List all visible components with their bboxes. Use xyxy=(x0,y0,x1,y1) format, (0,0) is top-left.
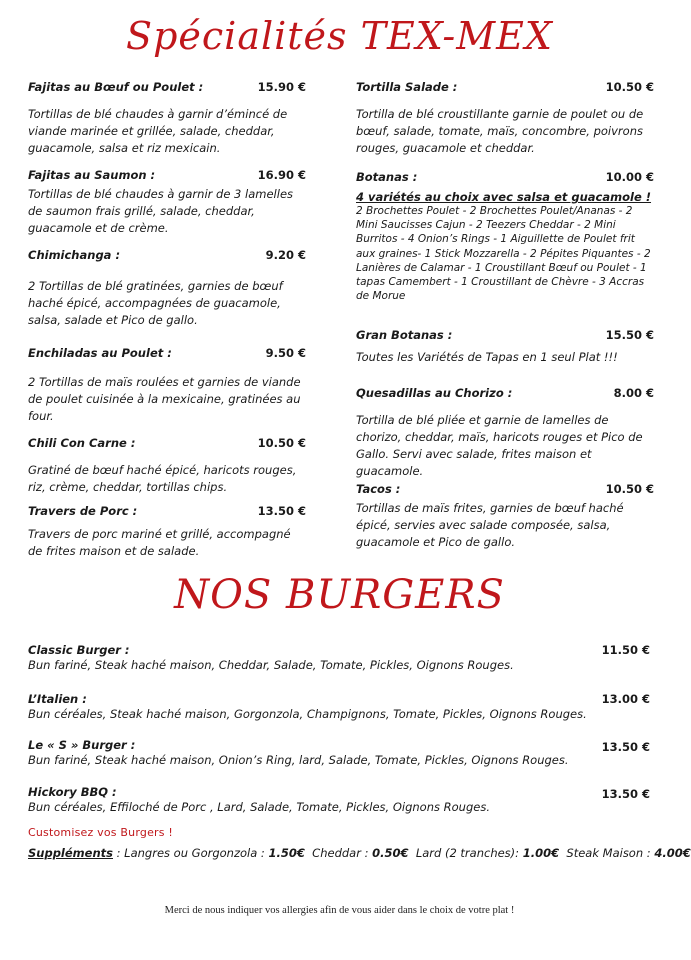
burger-price: 13.50 € xyxy=(601,740,650,754)
item-name: Fajitas au Bœuf ou Poulet : xyxy=(28,80,204,94)
burger-description: Bun fariné, Steak haché maison, Cheddar, Salade, Tomate, Pickles, Oignons Rouges. xyxy=(28,658,514,672)
item-price: 15.90 € xyxy=(257,80,306,94)
menu-item-gran-botanas xyxy=(356,328,654,366)
burger-description: Bun céréales, Effiloché de Porc , Lard, Salade, Tomate, Pickles, Oignons Rouges. xyxy=(28,800,490,814)
item-name: Fajitas au Saumon : xyxy=(28,168,156,182)
item-price: 13.50 € xyxy=(257,504,306,518)
burger-name: Le « S » Burger : xyxy=(28,738,136,752)
item-price: 8.00 € xyxy=(613,386,654,400)
burger-item-italien xyxy=(28,692,650,722)
item-description: Toutes les Variétés de Tapas en 1 seul Plat !!! xyxy=(356,350,618,364)
burger-item-classic xyxy=(28,643,650,673)
customize-burgers-title: Customisez vos Burgers ! xyxy=(28,826,173,839)
supplement-text: Lard (2 tranches): xyxy=(408,846,523,860)
menu-item-enchiladas xyxy=(28,346,306,425)
item-price: 10.00 € xyxy=(605,170,654,184)
item-price: 9.20 € xyxy=(265,248,306,262)
burger-item-hickory xyxy=(28,785,650,815)
menu-item-quesadillas xyxy=(356,386,654,480)
item-name: Tortilla Salade : xyxy=(356,80,458,94)
supplement-price: 1.00€ xyxy=(522,846,560,860)
burger-description: Bun fariné, Steak haché maison, Onion’s Ring, lard, Salade, Tomate, Pickles, Oignons Rouges. xyxy=(28,753,569,767)
menu-item-chili xyxy=(28,436,306,496)
item-name: Tacos : xyxy=(356,482,401,496)
item-description: Gratiné de bœuf haché épicé, haricots rouges, riz, crème, cheddar, tortillas chips. xyxy=(28,463,297,494)
item-name: Chimichanga : xyxy=(28,248,121,262)
item-name: Enchiladas au Poulet : xyxy=(28,346,172,360)
menu-item-tortilla-salade xyxy=(356,80,654,157)
allergy-notice: Merci de nous indiquer vos allergies afin de vous aider dans le choix de votre plat ! xyxy=(164,905,515,916)
burger-description: Bun céréales, Steak haché maison, Gorgonzola, Champignons, Tomate, Pickles, Oignons Rouges. xyxy=(28,707,587,721)
supplement-text: Steak Maison : xyxy=(559,846,655,860)
item-description: Tortilla de blé pliée et garnie de lamelles de chorizo, cheddar, maïs, haricots rouges et Pico de Gallo. Servi avec salade, frites maison et guacamole. xyxy=(356,413,643,478)
item-description: Tortillas de maïs frites, garnies de bœuf haché épicé, servies avec salade composée, salsa, guacamole et Pico de gallo. xyxy=(356,501,624,549)
burger-price: 11.50 € xyxy=(601,643,650,657)
item-name: Chili Con Carne : xyxy=(28,436,136,450)
item-description: Tortillas de blé chaudes à garnir d’émincé de viande marinée et grillée, salade, cheddar, guacamole, salsa et riz mexicain. xyxy=(28,107,288,155)
item-price: 10.50 € xyxy=(257,436,306,450)
item-name: Gran Botanas : xyxy=(356,328,453,342)
item-name: Quesadillas au Chorizo : xyxy=(356,386,513,400)
item-description: 2 Tortillas de maïs roulées et garnies de viande de poulet cuisinée à la mexicaine, gratinées au four. xyxy=(28,375,301,423)
supplement-price: 4.00€ xyxy=(654,846,691,860)
item-description: Travers de porc mariné et grillé, accompagné de frites maison et de salade. xyxy=(28,527,291,558)
supplements-label: Suppléments xyxy=(28,846,113,860)
item-name: Botanas : xyxy=(356,170,418,184)
menu-item-tacos xyxy=(356,482,654,551)
item-name: Travers de Porc : xyxy=(28,504,138,518)
botanas-subtitle: 4 variétés au choix avec salsa et guacamole ! xyxy=(356,190,652,204)
item-price: 9.50 € xyxy=(265,346,306,360)
item-description: Tortillas de blé chaudes à garnir de 3 lamelles de saumon frais grillé, salade, cheddar, guacamole et de crème. xyxy=(28,187,294,235)
burger-name: L’Italien : xyxy=(28,692,87,706)
burgers-title: NOS BURGERS xyxy=(174,572,505,618)
item-price: 10.50 € xyxy=(605,482,654,496)
burger-name: Hickory BBQ : xyxy=(28,785,117,799)
botanas-list: 2 Brochettes Poulet - 2 Brochettes Poulet/Ananas - 2 Mini Saucisses Cajun - 2 Teezers Cheddar - 2 Mini Burritos - 4 Onion’s Rings - 1 Aiguillette de Poulet frit aux graines- 1 Stick Mozzarella - 2 Pépites Piquantes - 2 Lanières de Calamar - 1 Croustillant Bœuf ou Poulet - 1 tapas Camembert - 1 Croustillant de Chèvre - 3 Accras de Morue xyxy=(356,205,651,303)
menu-item-travers xyxy=(28,504,306,560)
item-price: 10.50 € xyxy=(605,80,654,94)
menu-item-botanas xyxy=(356,170,654,303)
item-price: 15.50 € xyxy=(605,328,654,342)
burger-price: 13.00 € xyxy=(601,692,650,706)
item-price: 16.90 € xyxy=(257,168,306,182)
texmex-title: Spécialités TEX-MEX xyxy=(126,14,553,58)
item-description: 2 Tortillas de blé gratinées, garnies de bœuf haché épicé, accompagnées de guacamole, salsa, salade et Pico de gallo. xyxy=(28,279,283,327)
item-description: Tortilla de blé croustillante garnie de poulet ou de bœuf, salade, tomate, maïs, concombre, poivrons rouges, guacamole et cheddar. xyxy=(356,107,644,155)
supplement-text: : Langres ou Gorgonzola : xyxy=(113,846,269,860)
supplements-line xyxy=(28,846,691,860)
supplement-price: 1.50€ xyxy=(268,846,305,860)
burger-name: Classic Burger : xyxy=(28,643,130,657)
supplement-text: Cheddar : xyxy=(304,846,373,860)
menu-item-fajitas xyxy=(28,80,306,157)
menu-item-fajitas-saumon xyxy=(28,168,306,237)
burger-item-s-burger xyxy=(28,738,650,768)
menu-item-chimichanga xyxy=(28,248,306,329)
burger-price: 13.50 € xyxy=(601,787,650,801)
supplement-price: 0.50€ xyxy=(372,846,409,860)
